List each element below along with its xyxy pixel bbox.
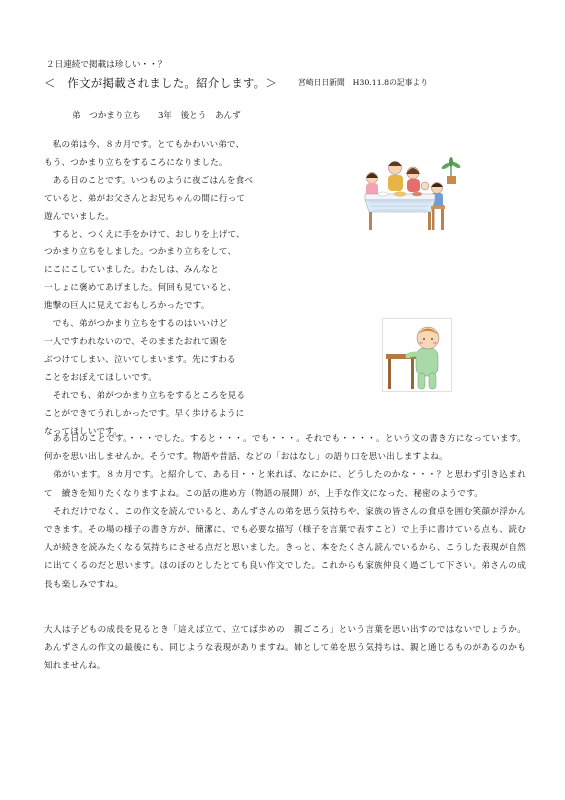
family-dinner-illustration (355, 150, 463, 238)
commentary (44, 430, 526, 594)
essay-line: でも、弟がつかまり立ちをするのはいいけど (44, 319, 228, 330)
essay-line: ことができてうれしかったです。早く歩けるように (44, 408, 245, 419)
essay-line: つかまり立ちをしました。つかまり立ちをして、 (44, 247, 237, 258)
essay-line: ていると、弟がお父さんとお兄ちゃんの間に行って (44, 193, 246, 204)
header-note: ２日連続で掲載は珍しい・・？ (46, 60, 167, 70)
commentary-paragraph-4: 大人は子どもの成長を見るとき「這えば立て、立てば歩めの 親ごころ」という言葉を思い出すのではないでしょうか。あんずさんの作文の最後にも、同じような表現がありますね。姉として弟を思う気持ちは、親と通じるものがあるのかも知れませんね。 (44, 625, 526, 672)
potted-plant-icon (441, 157, 462, 184)
essay-line: もう、つかまり立ちをするころになりました。 (44, 157, 228, 168)
essay-line: ぶつけてしまい、泣いてしまいます。先にすわる (44, 354, 236, 365)
essay-line: 一人ですわれないので、そのままたおれて頭を (44, 336, 228, 347)
commentary-paragraph-1: ある日のことです。・・・でした。すると・・・。でも・・・。それでも・・・・。という文の書き方になっています。何かを思い出しませんか。そうです。物語や昔話、などの「おはなし」の語り口を思い出しますよね。 (44, 434, 526, 463)
essay-line: ある日のことです。いつものように夜ごはんを食べ (44, 175, 254, 186)
essay-line: すると、つくえに手をかけて、おしりを上げて、 (44, 229, 245, 240)
closing-remark (44, 621, 526, 676)
essay-body (44, 137, 344, 441)
essay-line: それでも、弟がつかまり立ちをするところを見る (44, 390, 246, 401)
essay-line: 進撃の巨人に見えておもしろかったです。 (44, 301, 210, 312)
essay-line: 一しょに褒めてあげました。何回も見ていると、 (44, 283, 237, 294)
essay-line: にこにこしていました。わたしは、みんなと (44, 265, 219, 276)
commentary-paragraph-3: それだけでなく、この作文を読んでいると、あんずさんの弟を思う気持ちや、家族の皆さんの食卓を囲む笑顔が浮かんできます。その場の様子の書き方が、簡潔に、でも必要な描写（様子を言葉で表すこと）で上手に書けている点も、読む人が続きを読みたくなる気持ちにさせる点だと思いました。きっと、本をたくさん読んでいるから、こうした表現が自然に出てくるのだと思います。ほのぼのとしたとても良い作文でした。これからも家族仲良く過ごして下さい。弟さんの成長も楽しみですね。 (44, 506, 526, 590)
essay-byline: 弟 つかまり立ち 3年 後とう あんず (72, 111, 241, 121)
essay-line: ことをおぼえてほしいです。 (44, 372, 157, 383)
baby-standing-illustration (382, 318, 452, 392)
newspaper-source: 宮崎日日新聞 H30.11.8の記事より (298, 78, 429, 87)
commentary-paragraph-2: 弟がいます。８カ月です。と紹介して、ある日・・と来れば、なにかに、どうしたのかな・・・？と思わず引き込まれて 續きを知りたくなりますよね。この話の進め方（物語の展開）が、上手な作文になった、秘密のようです。 (44, 470, 526, 499)
essay-line: 遊んでいました。 (44, 211, 114, 222)
essay-line: 私の弟は今、８カ月です。とてもかわいい弟で、 (44, 140, 245, 150)
headline: ＜ 作文が掲載されました。紹介します。＞ (44, 76, 278, 90)
essay-line: なってほしいです。 (44, 426, 123, 437)
